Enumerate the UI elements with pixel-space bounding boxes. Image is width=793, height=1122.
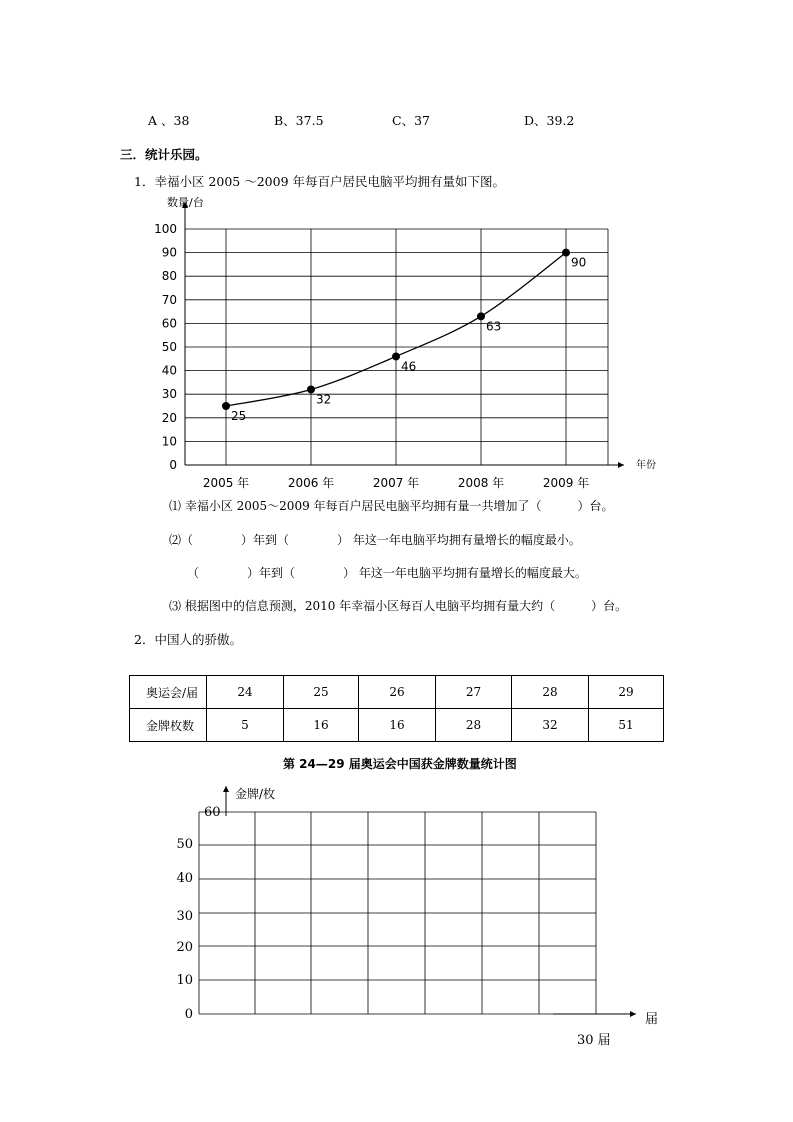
medal-chart-title: 第 24—29 届奥运会中国获金牌数量统计图 — [283, 757, 517, 771]
table-cell: 16 — [284, 709, 359, 742]
data-point — [562, 249, 570, 257]
data-label: 32 — [316, 392, 332, 407]
question-1-sub-2b: （ ）年到（ ） 年这一年电脑平均拥有量增长的幅度最大。 — [187, 566, 587, 580]
y-tick-label: 60 — [204, 805, 221, 820]
choice-c: C、37 — [392, 113, 430, 128]
table-cell: 27 — [436, 676, 512, 709]
question-1-sub-1: ⑴ 幸福小区 2005～2009 年每百户居民电脑平均拥有量一共增加了（ ）台。 — [169, 499, 614, 513]
y-tick-label: 60 — [161, 316, 177, 331]
table-cell: 24 — [207, 676, 284, 709]
x-tick-label: 2005 年 — [202, 476, 250, 490]
section-heading: 三．统计乐园。 — [120, 147, 208, 162]
y-tick-label: 80 — [161, 269, 177, 284]
table-cell: 16 — [359, 709, 436, 742]
choice-d: D、39.2 — [524, 113, 575, 128]
question-1-sub-3: ⑶ 根据图中的信息预测，2010 年幸福小区每百人电脑平均拥有量大约（ ）台。 — [169, 599, 628, 613]
y-axis-label: 金牌/枚 — [235, 787, 276, 801]
table-header-cell: 金牌枚数 — [130, 709, 207, 742]
x-tick-label: 2007 年 — [372, 476, 420, 490]
x-tick-label: 2009 年 — [542, 476, 590, 490]
data-label: 90 — [571, 255, 587, 270]
medal-table — [129, 675, 664, 742]
data-labels — [231, 256, 586, 423]
question-1-title: 1．幸福小区 2005 ～2009 年每百户居民电脑平均拥有量如下图。 — [134, 174, 505, 189]
table-cell: 51 — [589, 709, 664, 742]
y-tick-label: 20 — [176, 940, 193, 955]
x-tick-label: 2008 年 — [457, 476, 505, 490]
x-tick-labels — [203, 475, 589, 490]
data-point — [222, 402, 230, 410]
table-cell: 32 — [512, 709, 589, 742]
y-tick-label: 50 — [161, 340, 177, 354]
x-axis-label: 届 — [645, 1012, 659, 1027]
medal-bar-chart-grid — [0, 780, 793, 1060]
y-tick-labels — [154, 222, 177, 472]
data-label: 25 — [231, 409, 247, 423]
chart-grid — [185, 229, 608, 465]
y-tick-label: 70 — [161, 292, 177, 307]
y-tick-labels — [176, 805, 220, 1022]
data-label: 46 — [401, 359, 417, 374]
table-row — [130, 676, 664, 709]
table-cell: 29 — [589, 676, 664, 709]
y-tick-label: 50 — [176, 837, 193, 852]
y-tick-label: 100 — [154, 222, 177, 236]
question-2-title: 2．中国人的骄傲。 — [134, 632, 242, 647]
table-cell: 25 — [284, 676, 359, 709]
y-tick-label: 30 — [161, 387, 177, 402]
table-cell: 5 — [207, 709, 284, 742]
data-point — [477, 312, 485, 320]
table-row — [130, 709, 664, 742]
chart-grid — [199, 812, 596, 1014]
data-label: 63 — [486, 319, 502, 334]
y-tick-label: 40 — [161, 363, 177, 378]
y-tick-label: 90 — [161, 245, 177, 260]
choice-b: B、37.5 — [274, 113, 324, 128]
computer-ownership-line-chart — [0, 190, 793, 490]
x-tick-label: 2006 年 — [287, 476, 335, 490]
y-tick-label: 20 — [161, 410, 177, 425]
choice-a: A 、38 — [148, 113, 190, 128]
y-tick-label: 0 — [169, 458, 177, 472]
x-axis-label: 年份 — [636, 460, 656, 471]
y-axis-label: 数量/台 — [167, 196, 204, 209]
y-tick-label: 10 — [161, 434, 177, 449]
x-axis-note: 30 届 — [577, 1033, 611, 1048]
table-cell: 28 — [436, 709, 512, 742]
data-point — [392, 352, 400, 360]
y-tick-label: 40 — [176, 871, 193, 886]
question-1-sub-2a: ⑵（ ）年到（ ） 年这一年电脑平均拥有量增长的幅度最小。 — [169, 533, 581, 547]
y-tick-label: 0 — [184, 1007, 193, 1022]
table-cell: 28 — [512, 676, 589, 709]
table-header-cell: 奥运会/届 — [130, 676, 207, 709]
y-tick-label: 10 — [176, 973, 193, 988]
table-cell: 26 — [359, 676, 436, 709]
y-tick-label: 30 — [176, 909, 193, 924]
data-point — [307, 385, 315, 393]
